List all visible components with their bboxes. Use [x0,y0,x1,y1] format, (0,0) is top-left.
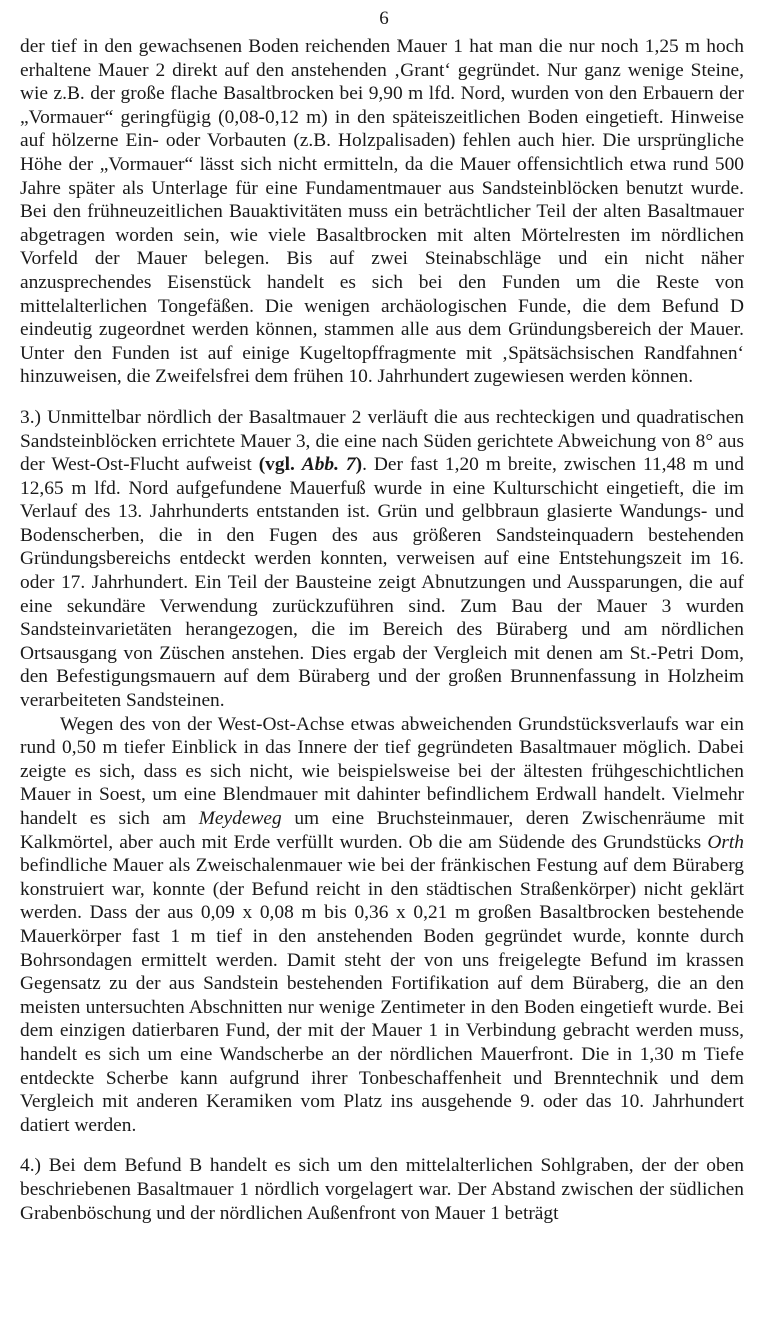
paragraph-text: . Der fast 1,20 m breite, zwischen 11,48 m und 12,65 m lfd. Nord aufgefundene Mauerfuß wurde in eine Kulturschicht eingetieft, die im Verlauf des 13. Jahrhunderts entstanden ist. Grün und gelbbraun glasierte Wandungs- und Bodenscherben, die in den Fugen des aus größeren Sandsteinquadern bestehenden Gründungsbereichs entdeckt werden konnten, verweisen auf eine Entstehungszeit im 16. oder 17. Jahrhundert. Ein Teil der Bausteine zeigt Abnutzungen und Aussparungen, die auf eine sekundäre Verwendung zurückzuführen sind. Zum Bau der Mauer 3 wurden Sandsteinvarietäten herangezogen, die im Bereich des Büraberg und am nördlichen Ortsausgang von Züschen anstehen. Dies ergab der Vergleich mit denen am St.-Petri Dom, den Befestigungsmauern auf dem Büraberg und der großen Brunnenfassung in Holzheim verarbeiteten Sandsteinen. [20,454,744,712]
figure-reference-prefix: (vgl. [258,454,302,476]
page-number: 6 [379,8,389,29]
paragraph-indented [20,713,744,1138]
paragraph-continued: der tief in den gewachsenen Boden reichenden Mauer 1 hat man die nur noch 1,25 m hoch erhaltene Mauer 2 direkt auf den anstehenden ‚Grant‘ gegründet. Nur ganz wenige Steine, wie z.B. der große flache Basaltbrocken bei 9,90 m lfd. Nord, wurden von den Erbauern der „Vormauer“ geringfügig (0,08-0,12 m) in den späteiszeitlichen Boden eingetieft. Hinweise auf hölzerne Ein- oder Vorbauten (z.B. Holzpalisaden) fehlen auch hier. Die ursprüngliche Höhe der „Vormauer“ lässt sich nicht ermitteln, da die Mauer offensichtlich etwa rund 500 Jahre später als Unterlage für eine Fundamentmauer aus Sandsteinblöcken benutzt wurde. Bei den frühneuzeitlichen Bauaktivitäten muss ein beträchtlicher Teil der alten Basaltmauer abgetragen worden sein, wie viele Basaltbrocken mit alten Mörtelresten im nördlichen Vorfeld der Mauer belegen. Bis auf zwei Steinabschläge und ein nicht näher anzusprechendes Eisenstück handelt es sich bei den Funden um die Reste von mittelalterlichen Tongefäßen. Die wenigen archäologischen Funde, die dem Befund D eindeutig zugeordnet werden können, stammen alle aus dem Gründungsbereich der Mauer. Unter den Funden ist auf einige Kugeltopffragmente mit ‚Spätsächsischen Randfahnen‘ hinzuweisen, die Zweifelsfrei dem frühen 10. Jahrhundert zugewiesen werden können. [20,36,744,388]
place-name-italic: Meydeweg [198,808,282,829]
figure-reference-suffix: ) [355,454,363,476]
paragraph-text: 3.) Unmittelbar nördlich der Basaltmauer 2 verläuft die aus rechteckigen und quadratischen Sandsteinblöcken errichtete Mauer 3, die eine nach Süden gerichtete Abweichung von 8° aus der West-Ost-Flucht aufweist [20,406,744,476]
paragraph-section-4: 4.) Bei dem Befund B handelt es sich um den mittelalterlichen Sohlgraben, der der oben beschriebenen Basaltmauer 1 nördlich vorgelagert war. Der Abstand zwischen der südlichen Grabenböschung und der nördlichen Außenfront von Mauer 1 beträgt [20,1155,744,1224]
document-body [20,35,744,1225]
paragraph-text: befindliche Mauer als Zweischalenmauer wie bei der fränkischen Festung auf dem Büraberg konstruiert war, konnte (der Befund reicht in den städtischen Straßenkörper) nicht geklärt werden. Dass der aus 0,09 x 0,08 m bis 0,36 x 0,21 m großen Basaltbrocken bestehende Mauerkörper fast 1 m tief in den anstehenden Boden gegründet wurde, konnte durch Bohrsondagen ermittelt werden. Damit steht der von uns freigelegte Befund im krassen Gegensatz zu der aus Sandstein bestehenden Fortifikation auf dem Büraberg, die an den meisten untersuchten Abschnitten nur wenige Zentimeter in den Boden eingetieft wurde. Bei dem einzigen datierbaren Fund, der mit der Mauer 1 in Verbindung gebracht werden muss, handelt es sich um eine Wandscherbe an der nördlichen Mauerfront. Die in 1,30 m Tiefe entdeckte Scherbe kann aufgrund ihrer Tonbeschaffenheit und Brenntechnik und dem Vergleich mit anderen Keramiken vom Platz ins ausgehende 9. oder das 10. Jahrhundert datiert werden. [20,855,744,1136]
figure-reference-label: Abb. 7 [301,454,356,476]
paragraph-text: Wegen des von der West-Ost-Achse etwas abweichenden Grundstücksverlaufs war ein rund 0,50 m tiefer Einblick in das Innere der tief gegründeten Basaltmauer möglich. Dabei zeigte es sich, dass es sich nicht, wie beispielsweise bei der ältesten frühgeschichtlichen Mauer in Soest, um eine Blendmauer mit dahinter befindlichem Erdwall handelt. Vielmehr handelt es sich am [20,713,744,829]
paragraph-section-3 [20,406,744,713]
figure-reference [259,454,362,475]
paragraph-text: um eine Bruchsteinmauer, deren Zwischenräume mit Kalkmörtel, aber auch mit Erde verfüllt wurden. Ob die am Südende des Grundstücks [20,808,744,853]
place-name-italic: Orth [707,831,744,853]
